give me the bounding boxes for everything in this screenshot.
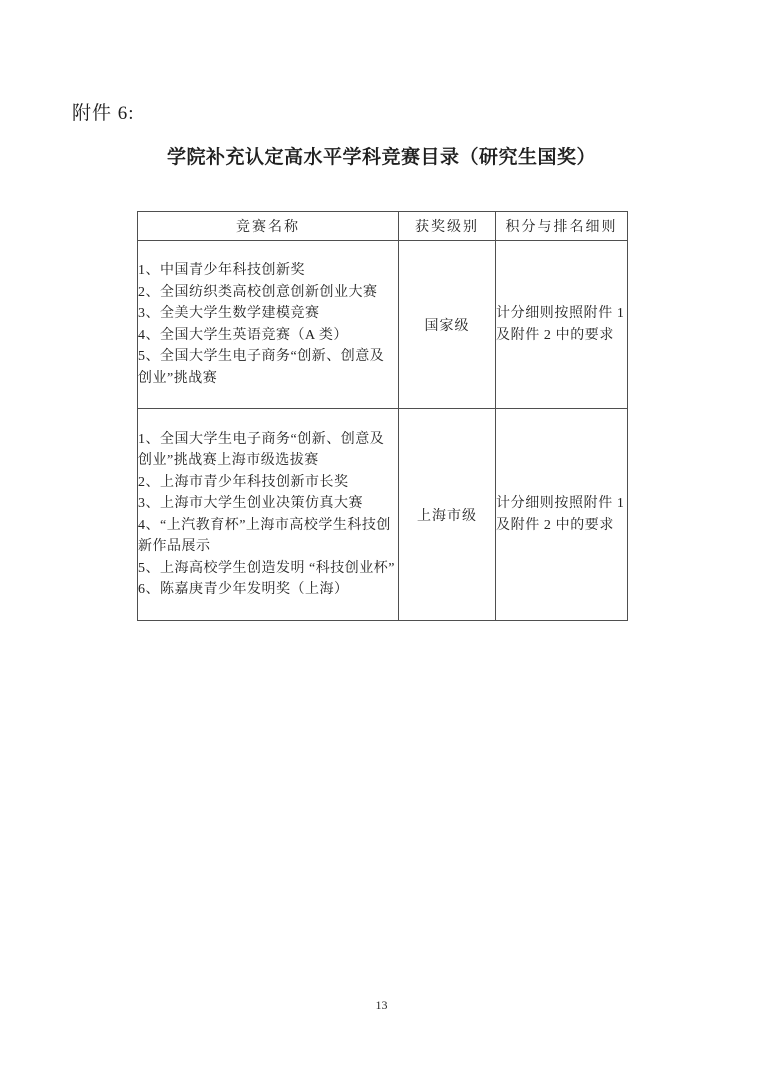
competition-item: 3、上海市大学生创业决策仿真大赛 [138,496,363,511]
attachment-label: 附件 6: [72,103,135,124]
competition-item: 2、上海市青少年科技创新市长奖 [138,474,349,490]
scoring-rule-shanghai: 计分细则按照附件 1 及附件 2 中的要求 [496,409,628,621]
competitions-table [137,211,628,621]
competition-item: 3、全美大学生数学建模竞赛 [138,306,320,321]
table-row-national [138,241,628,409]
competition-list-shanghai [138,409,399,621]
competition-list-national [138,241,399,409]
competition-item: 1、中国青少年科技创新奖 [138,263,305,278]
competition-item: 5、全国大学生电子商务“创新、创意及创业”挑战赛 [138,349,385,386]
competition-item: 4、全国大学生英语竞赛（A 类） [138,327,348,343]
competition-item: 4、“上汽教育杯”上海市高校学生科技创新作品展示 [138,517,391,554]
column-header-competition-name: 竞赛名称 [138,212,399,241]
competition-item: 5、上海高校学生创造发明 “科技创业杯” [138,560,395,576]
table-row-shanghai [138,409,628,621]
column-header-scoring-rules: 积分与排名细则 [496,212,628,241]
award-level-shanghai: 上海市级 [399,409,496,621]
award-level-national: 国家级 [399,241,496,409]
competition-item: 1、全国大学生电子商务“创新、创意及创业”挑战赛上海市级选拔赛 [138,431,385,468]
table-header-row [138,212,628,241]
competition-item: 6、陈嘉庚青少年发明奖（上海） [138,582,349,597]
column-header-award-level: 获奖级别 [399,212,496,241]
page-title: 学院补充认定高水平学科竞赛目录（研究生国奖） [166,147,596,168]
competition-item: 2、全国纺织类高校创意创新创业大赛 [138,284,378,300]
page-number: 13 [375,998,388,1012]
scoring-rule-national: 计分细则按照附件 1 及附件 2 中的要求 [496,241,628,409]
